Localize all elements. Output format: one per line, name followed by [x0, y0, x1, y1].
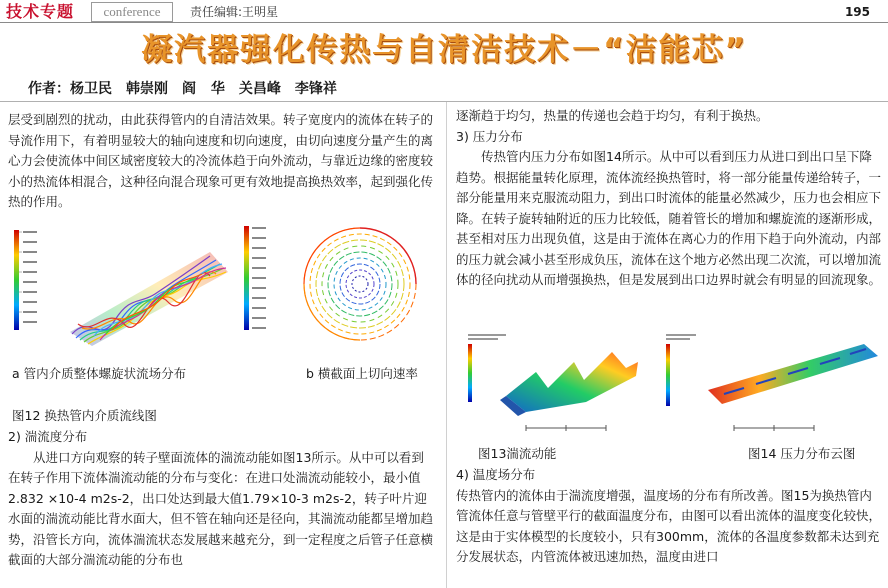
figure-12a-caption: a 管内介质整体螺旋状流场分布 — [12, 366, 187, 381]
figure-12a — [10, 224, 238, 348]
figure-13-caption: 图13湍流动能 — [478, 446, 557, 461]
rotor-blade-surface — [506, 352, 638, 412]
editor-credit: 责任编辑:王明星 — [190, 5, 279, 19]
left-paragraph-1: 层受到剧烈的扰动，由此获得管内的自清洁效果。转子宽度内的流体在转子的导流作用下，有着明显较大的轴向速度和切向速度，由切向速度分量产生的离心力会使流体中间区域密度较大的冷流体趋于向外流动，与靠近边缘的密度较小的热流体相混合，这种径向混合现象可更有效地提高换热效率，起到强化传热的作用。 — [8, 112, 434, 209]
colorbar — [14, 230, 19, 330]
column-divider — [446, 102, 447, 588]
pressure-distribution-plot — [664, 332, 884, 436]
right-paragraph-2: 传热管内压力分布如图14所示。从中可以看到压力从进口到出口呈下降趋势。根据能量转化原理，流体流经换热管时，将一部分能量传递给转子，一部分能量用来克服流动阻力，到出口时流体的能量必然减少，压力也会相应下降。在转子旋转轴附近的压力比较低，随着管长的增加和螺旋流的逐渐形成，甚至相对压力出现负值，这是由于流体在离心力的作用下趋于向外流动，内部的压力就会减小甚至形成负压，流体在这个地方必然出现二次流，可以增加流体的径向扰动从而增强换热，但是发展到出口边界时就会有明显的回流现象。 — [456, 149, 882, 287]
colorbar-ticks — [252, 227, 266, 329]
right-column — [456, 106, 882, 291]
right-column-lower — [456, 465, 882, 568]
section-tag: 技术专题 — [6, 2, 90, 22]
turbulent-kinetic-energy-plot — [466, 332, 646, 436]
figure-12b — [242, 222, 432, 352]
figure-14 — [664, 332, 884, 436]
page-number: 195 — [844, 5, 870, 19]
title-divider — [0, 101, 888, 102]
figure-14-caption: 图14 压力分布云图 — [748, 446, 856, 461]
article-title: 凝汽器强化传热与自清洁技术－“洁能芯” — [141, 32, 747, 68]
header-divider — [0, 22, 888, 23]
colorbar — [666, 344, 670, 406]
figure-12b-caption: b 横截面上切向速率 — [306, 366, 418, 381]
helical-streamline-plot — [10, 224, 238, 348]
left-column-lower — [8, 427, 436, 571]
section-3-title: 3) 压力分布 — [456, 128, 523, 144]
colorbar — [244, 226, 249, 330]
section-2-title: 2) 湍流度分布 — [8, 429, 88, 444]
figure-12-caption: 图12 换热管内介质流线图 — [12, 408, 157, 423]
section-tag-en: conference — [91, 2, 173, 22]
vortex-rings — [304, 228, 416, 340]
cross-section-velocity-plot — [242, 222, 432, 352]
colorbar-ticks — [23, 231, 37, 323]
colorbar — [468, 344, 472, 402]
left-paragraph-2: 从进口方向观察的转子壁面流体的湍流动能如图13所示。从中可以看到在转子作用下流体湍流动能的分布与变化：在进口处湍流动能较小，最小值2.832 ×10-4 m2s-2，出口处达到最大值1.79×10-3 m2s-2，转子叶片迎水面的湍流动能比背水面大，但不管在轴向还是径向，其湍流动能都呈增加趋势，沿管长方向，流体湍流状态发展越来越充分，到一定程度之后管子任意横截面的大部分湍流动能的分布也 — [8, 449, 434, 567]
right-paragraph-1: 逐渐趋于均匀，热量的传递也会趋于均匀，有利于换热。 — [456, 108, 769, 123]
article-authors: 作者：杨卫民 韩崇刚 阎 华 关昌峰 李锋祥 — [28, 81, 337, 97]
figure-13 — [466, 332, 646, 436]
left-column — [8, 110, 436, 213]
right-paragraph-3: 传热管内的流体由于湍流度增强，温度场的分布有所改善。图15为换热管内管流体任意与管壁平行的截面温度分布，由图可以看出流体的温度变化较快，这是由于实体模型的长度较小，只有300mm，流体的各温度参数都未达到充分发展状态，内管流体被迅速加热，温度由进口 — [456, 487, 882, 564]
section-4-title: 4) 温度场分布 — [456, 467, 536, 482]
